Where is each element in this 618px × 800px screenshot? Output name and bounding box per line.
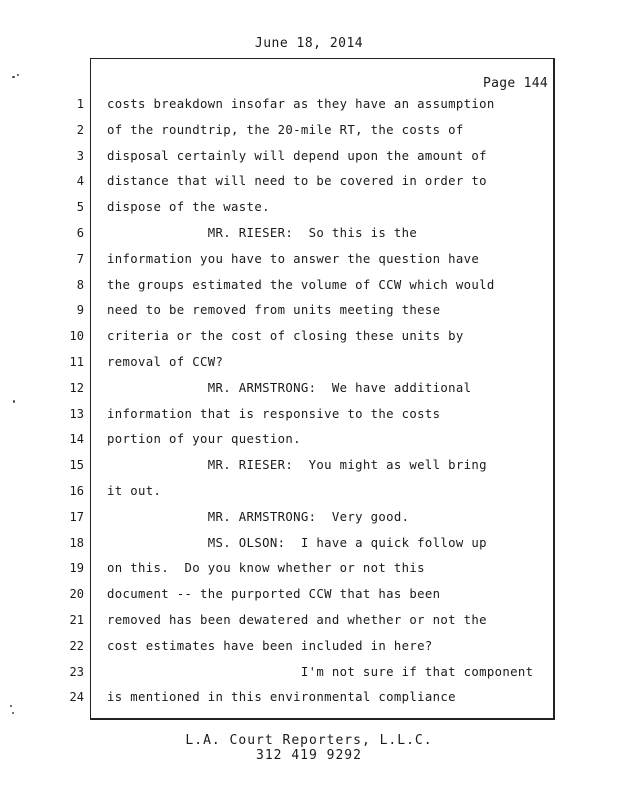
- transcript-line: is mentioned in this environmental compliance: [107, 690, 456, 705]
- line-number: 10: [69, 329, 84, 344]
- transcript-line: need to be removed from units meeting these: [107, 303, 441, 318]
- transcript-line: it out.: [107, 483, 162, 498]
- line-number: 13: [69, 406, 84, 421]
- transcript-line: removal of CCW?: [107, 354, 224, 369]
- transcript-line: criteria or the cost of closing these units by: [107, 329, 464, 344]
- transcript-line: information you have to answer the question have: [107, 251, 480, 266]
- scan-speck: [12, 76, 15, 78]
- page-number: Page 144: [482, 76, 548, 91]
- transcript-line: cost estimates have been included in here?: [107, 638, 433, 653]
- line-number: 5: [76, 200, 84, 215]
- line-number: 20: [69, 587, 84, 602]
- transcript-line: costs breakdown insofar as they have an assumption: [107, 97, 495, 111]
- line-number: 2: [76, 122, 84, 137]
- line-number: 15: [69, 458, 84, 473]
- line-number: 17: [69, 509, 84, 524]
- transcript-line: distance that will need to be covered in order to: [107, 174, 487, 189]
- transcript-date: June 18, 2014: [254, 36, 364, 51]
- line-number: 14: [69, 432, 84, 447]
- transcript-line: of the roundtrip, the 20-mile RT, the costs of: [107, 122, 464, 137]
- line-number: 12: [69, 380, 84, 395]
- transcript-line: removed has been dewatered and whether or not the: [107, 612, 487, 627]
- line-number: 24: [69, 690, 84, 705]
- line-number: 9: [76, 303, 84, 318]
- transcript-line: dispose of the waste.: [107, 200, 270, 215]
- transcript-line: I'm not sure if that component: [107, 664, 534, 679]
- line-number: 18: [69, 535, 84, 550]
- line-number: 7: [76, 251, 84, 266]
- court-reporter-phone: 312 419 9292: [256, 748, 362, 763]
- transcript-line: portion of your question.: [107, 432, 301, 447]
- transcript-line: MR. RIESER: You might as well bring: [107, 458, 487, 473]
- transcript-line: MR. RIESER: So this is the: [107, 225, 418, 240]
- scan-speck: [13, 400, 15, 403]
- line-number-column: [60, 92, 84, 711]
- line-number: 19: [69, 561, 84, 576]
- line-number: 21: [69, 612, 84, 627]
- transcript-line: information that is responsive to the costs: [107, 406, 441, 421]
- line-number: 1: [76, 97, 84, 111]
- scan-speck: [17, 74, 19, 76]
- transcript-body: [107, 92, 547, 711]
- line-number: 3: [76, 148, 84, 163]
- scan-speck: [12, 712, 14, 714]
- line-number: 6: [76, 225, 84, 240]
- transcript-line: disposal certainly will depend upon the amount of: [107, 148, 487, 163]
- line-number: 8: [76, 277, 84, 292]
- transcript-line: MS. OLSON: I have a quick follow up: [107, 535, 487, 550]
- transcript-line: MR. ARMSTRONG: We have additional: [107, 380, 472, 395]
- line-number: 16: [69, 483, 84, 498]
- transcript-line: the groups estimated the volume of CCW which would: [107, 277, 495, 292]
- transcript-line: on this. Do you know whether or not this: [107, 561, 425, 576]
- line-number: 4: [76, 174, 84, 189]
- line-number: 23: [69, 664, 84, 679]
- line-number: 11: [69, 354, 84, 369]
- court-reporter-name: L.A. Court Reporters, L.L.C.: [185, 733, 433, 748]
- line-number: 22: [69, 638, 84, 653]
- scan-speck: [10, 705, 12, 707]
- transcript-line: MR. ARMSTRONG: Very good.: [107, 509, 410, 524]
- transcript-line: document -- the purported CCW that has been: [107, 587, 441, 602]
